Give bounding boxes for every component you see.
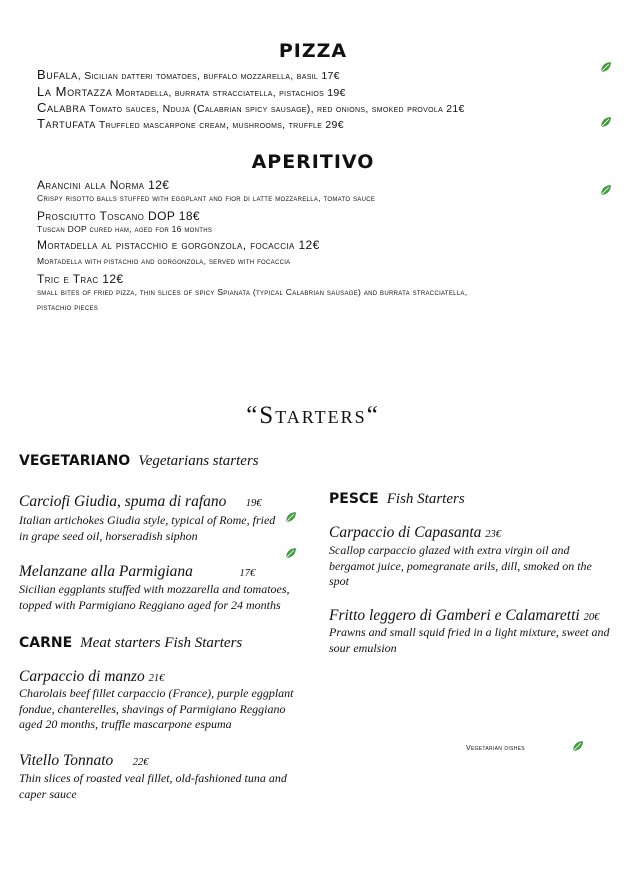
dish-price: 17€	[239, 568, 256, 579]
dish-desc: Sicilian eggplants stuffed with mozzarella and tomatoes, topped with Parmigiano Reggiano aged for 24 months	[19, 582, 290, 612]
leaf-icon	[284, 510, 298, 524]
category-subtitle: Vegetarians starters	[138, 453, 259, 469]
dish-desc: Thin slices of roasted veal fillet, old-fashioned tuna and caper sauce	[19, 771, 287, 801]
starters-title: “Starters“	[246, 402, 380, 429]
dish-name	[19, 493, 262, 511]
item-desc: Truffled mascarpone cream, mushrooms, truffle 29€	[95, 119, 344, 131]
aperitivo-item-desc: Mortadella with pistachio and gorgonzola, served with focaccia	[37, 256, 291, 266]
dish-title: Vitello Tonnato	[19, 752, 114, 769]
dish-title: Carciofi Giudia, spuma di rafano	[19, 493, 227, 510]
dish-price: 23€	[485, 529, 502, 540]
category-carne	[19, 634, 242, 652]
dish-name	[329, 607, 599, 625]
aperitivo-item-desc: Crispy risotto balls stuffed with eggplant and fior di latte mozzarella, tomato sauce	[37, 193, 376, 203]
dish-title: Carpaccio di Capasanta	[329, 524, 482, 541]
aperitivo-item-name: Prosciutto Toscano DOP 18€	[37, 209, 200, 223]
item-desc: Mortadella, burrata stracciatella, pistachios 19€	[112, 87, 346, 99]
category-name: CARNE	[19, 635, 73, 651]
dish-price: 20€	[583, 612, 600, 623]
menu-item-la-mortazza	[37, 84, 346, 99]
category-pesce	[329, 490, 465, 508]
menu-item-calabra	[37, 100, 465, 115]
category-name: PESCE	[329, 491, 379, 507]
category-vegetariano	[19, 452, 259, 470]
menu-item-bufala	[37, 67, 340, 82]
leaf-icon	[284, 546, 298, 560]
dish-price: 19€	[245, 498, 262, 509]
dish-title: Fritto leggero di Gamberi e Calamaretti	[329, 607, 580, 624]
leaf-icon	[571, 739, 585, 753]
dish-desc: Prawns and small squid fried in a light mixture, sweet and sour emulsion	[329, 625, 610, 655]
category-subtitle: Meat starters Fish Starters	[80, 635, 243, 651]
aperitivo-item-name: Mortadella al pistacchio e gorgonzola, focaccia 12€	[37, 238, 320, 252]
dish-desc: Italian artichokes Giudia style, typical of Rome, fried in grape seed oil, horseradish siphon	[19, 513, 276, 543]
aperitivo-item-name: Tric e Trac 12€	[37, 272, 124, 286]
dish-price: 22€	[132, 757, 149, 768]
aperitivo-title: APERITIVO	[251, 151, 375, 173]
item-name: Bufala	[37, 67, 78, 82]
dish-price: 21€	[148, 673, 165, 684]
category-name: VEGETARIANO	[19, 453, 131, 469]
aperitivo-item-name: Arancini alla Norma 12€	[37, 178, 170, 192]
category-subtitle: Fish Starters	[386, 491, 465, 507]
legend-label: Vegetarian dishes	[466, 745, 525, 752]
dish-name	[19, 752, 148, 770]
item-desc: Tomato sauces, Nduja (Calabrian spicy sausage), red onions, smoked provola 21€	[86, 103, 465, 115]
item-name: La Mortazza	[37, 84, 113, 99]
menu-item-tartufata	[37, 116, 344, 131]
dish-name	[19, 563, 255, 581]
aperitivo-item-desc: small bites of fried pizza, thin slices of spicy Spianata (typical Calabrian sausage) and burrata stracciatella,	[37, 287, 468, 297]
leaf-icon	[599, 60, 613, 74]
dish-desc: Charolais beef fillet carpaccio (France), purple eggplant fondue, chanterelles, shavings of Parmigiano Reggiano aged 20 months, truffle mascarpone espuma	[19, 686, 294, 731]
dish-title: Melanzane alla Parmigiana	[19, 563, 193, 580]
dish-name	[329, 524, 501, 542]
dish-desc: Scallop carpaccio glazed with extra virgin oil and bergamot juice, pomegranate arils, dill, smoked on the spot	[329, 543, 592, 588]
item-name: Calabra	[37, 100, 87, 115]
dish-name	[19, 668, 164, 686]
leaf-icon	[599, 183, 613, 197]
item-desc: , Sicilian datteri tomatoes, buffalo mozzarella, basil 17€	[77, 70, 340, 82]
aperitivo-item-desc: pistachio pieces	[37, 302, 99, 312]
pizza-title: PIZZA	[278, 40, 348, 62]
leaf-icon	[599, 115, 613, 129]
item-name: Tartufata	[37, 116, 96, 131]
aperitivo-item-desc: Tuscan DOP cured ham, aged for 16 months	[37, 224, 213, 234]
dish-title: Carpaccio di manzo	[19, 668, 145, 685]
